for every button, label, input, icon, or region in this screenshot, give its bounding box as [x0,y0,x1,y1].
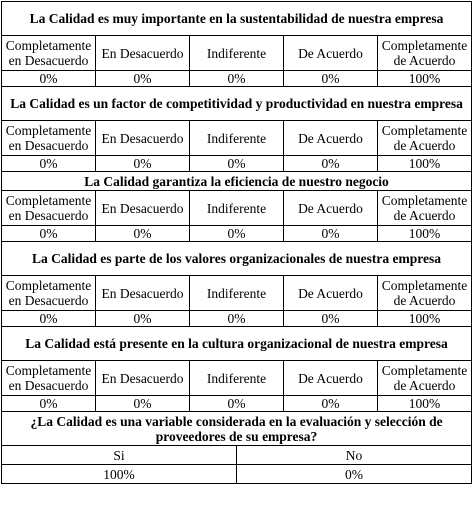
value-cell: 0% [96,71,190,87]
survey-results-table [1,1,471,484]
value-cell: 100% [378,71,472,87]
option-header-row [2,446,472,465]
value-cell: 0% [190,71,284,87]
question-title-row [2,87,472,121]
header-agree: De Acuerdo [284,361,378,396]
value-cell: 0% [96,396,190,412]
percentage-row [2,396,472,412]
answer-header-row [2,361,472,396]
value-cell: 0% [190,156,284,172]
header-completely-disagree: Completamente en Desacuerdo [2,191,96,226]
value-cell: 0% [284,226,378,242]
answer-header-row [2,36,472,71]
option-yes: Si [2,446,237,465]
header-disagree: En Desacuerdo [96,121,190,156]
value-cell: 0% [284,311,378,327]
value-cell: 0% [190,396,284,412]
value-yes: 100% [2,465,237,484]
percentage-row [2,465,472,484]
header-completely-disagree: Completamente en Desacuerdo [2,361,96,396]
header-disagree: En Desacuerdo [96,276,190,311]
value-cell: 0% [96,156,190,172]
header-completely-agree: Completamente de Acuerdo [378,36,472,71]
header-disagree: En Desacuerdo [96,191,190,226]
question-title-row [2,327,472,361]
value-cell: 0% [2,226,96,242]
value-cell: 0% [190,311,284,327]
percentage-row [2,311,472,327]
results-grid [1,1,472,412]
value-cell: 100% [378,311,472,327]
header-indifferent: Indiferente [190,121,284,156]
answer-header-row [2,276,472,311]
question-title-row [2,2,472,36]
header-completely-agree: Completamente de Acuerdo [378,121,472,156]
value-cell: 0% [2,156,96,172]
option-no: No [237,446,472,465]
answer-header-row [2,191,472,226]
header-agree: De Acuerdo [284,36,378,71]
question-title: La Calidad garantiza la eficiencia de nuestro negocio [2,172,472,191]
header-indifferent: Indiferente [190,191,284,226]
percentage-row [2,226,472,242]
value-cell: 100% [378,226,472,242]
value-cell: 0% [190,226,284,242]
value-cell: 100% [378,396,472,412]
header-agree: De Acuerdo [284,121,378,156]
header-indifferent: Indiferente [190,361,284,396]
header-agree: De Acuerdo [284,276,378,311]
header-disagree: En Desacuerdo [96,361,190,396]
question-title: La Calidad está presente en la cultura organizacional de nuestra empresa [2,327,472,361]
header-completely-disagree: Completamente en Desacuerdo [2,276,96,311]
question-title-row [2,412,472,446]
value-cell: 0% [96,311,190,327]
value-cell: 0% [284,396,378,412]
percentage-row [2,71,472,87]
value-cell: 0% [2,311,96,327]
question-title: ¿La Calidad es una variable considerada en la evaluación y selección de proveedores de su empresa? [2,412,472,446]
value-cell: 100% [378,156,472,172]
header-completely-agree: Completamente de Acuerdo [378,191,472,226]
question-title: La Calidad es muy importante en la sustentabilidad de nuestra empresa [2,2,472,36]
value-cell: 0% [96,226,190,242]
header-agree: De Acuerdo [284,191,378,226]
value-cell: 0% [2,396,96,412]
question-title-row [2,242,472,276]
percentage-row [2,156,472,172]
answer-header-row [2,121,472,156]
header-completely-agree: Completamente de Acuerdo [378,276,472,311]
header-disagree: En Desacuerdo [96,36,190,71]
supplier-evaluation-grid [1,411,472,484]
question-title: La Calidad es un factor de competitividad y productividad en nuestra empresa [2,87,472,121]
question-title-row [2,172,472,191]
question-title: La Calidad es parte de los valores organizacionales de nuestra empresa [2,242,472,276]
header-completely-disagree: Completamente en Desacuerdo [2,121,96,156]
header-indifferent: Indiferente [190,276,284,311]
value-cell: 0% [284,71,378,87]
header-completely-disagree: Completamente en Desacuerdo [2,36,96,71]
value-cell: 0% [284,156,378,172]
value-cell: 0% [2,71,96,87]
header-completely-agree: Completamente de Acuerdo [378,361,472,396]
header-indifferent: Indiferente [190,36,284,71]
value-no: 0% [237,465,472,484]
